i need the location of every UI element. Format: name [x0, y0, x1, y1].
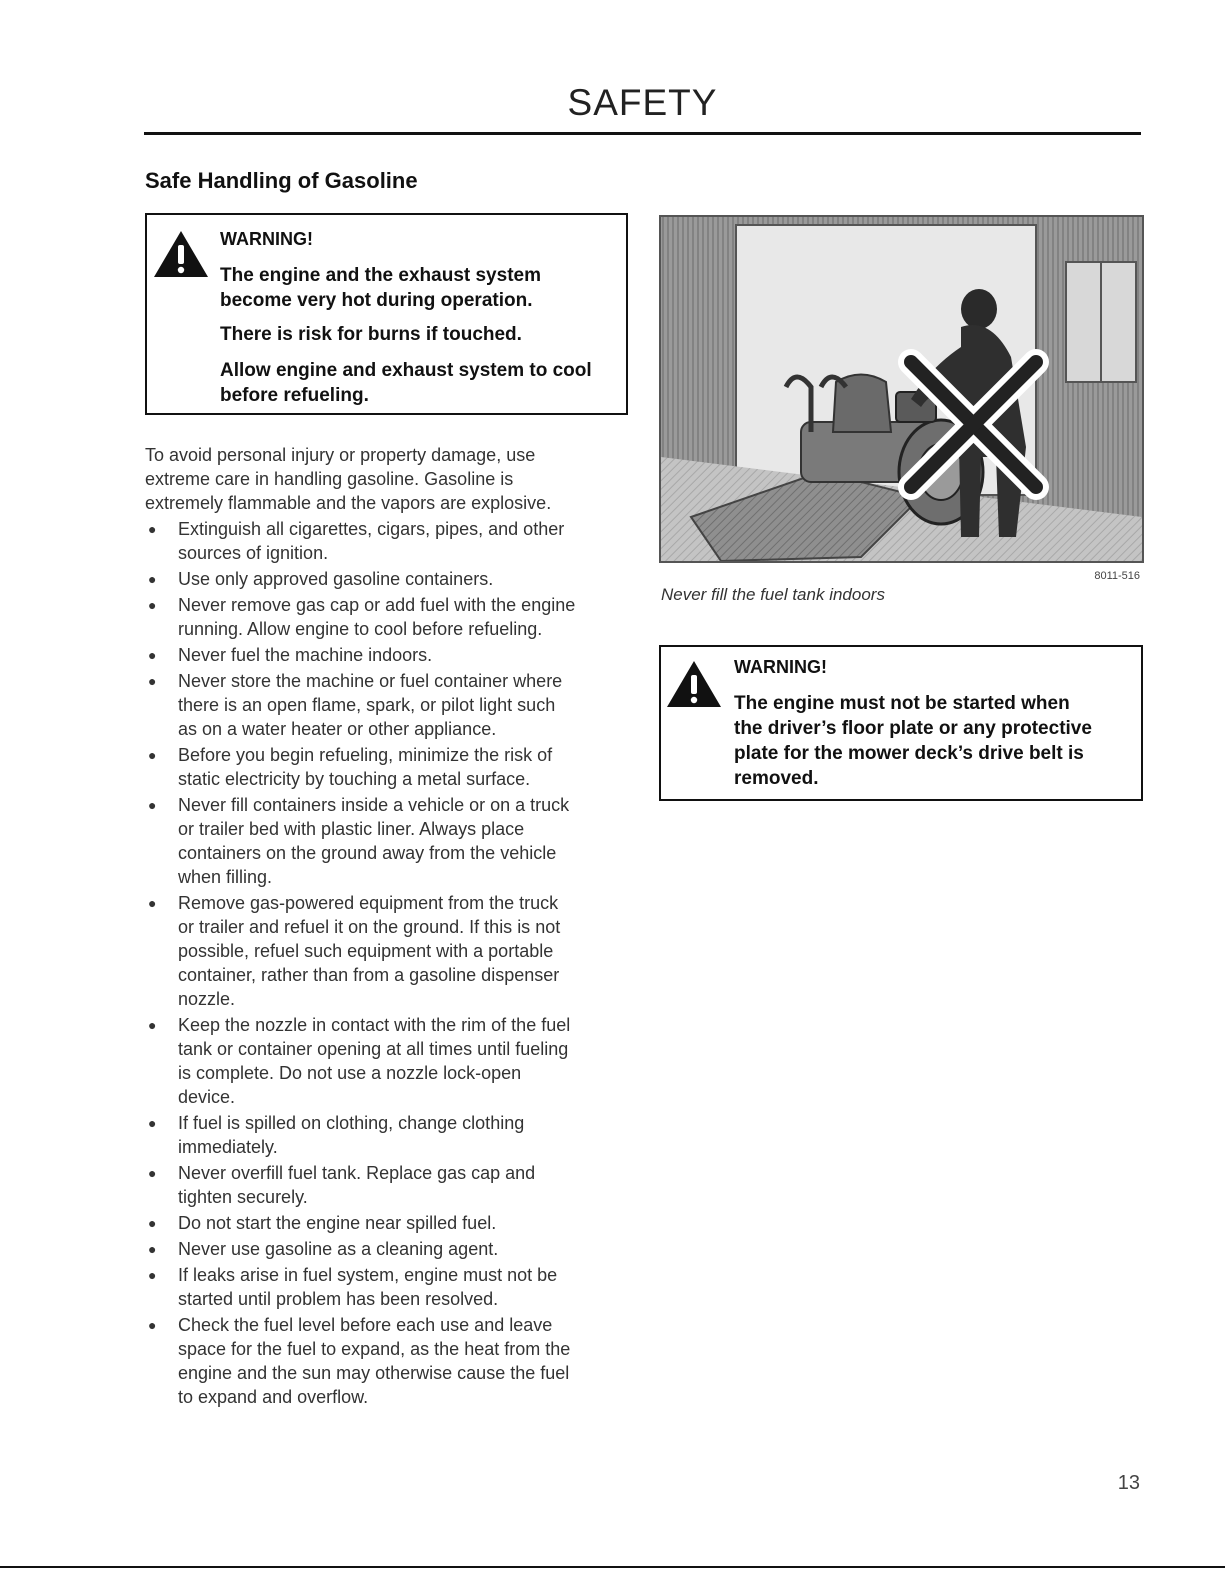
bullet-item — [145, 567, 635, 591]
bullet-line: there is an open flame, spark, or pilot light such — [178, 695, 556, 715]
bullet-line: Never use gasoline as a cleaning agent. — [178, 1239, 499, 1259]
warning-text: The engine and the exhaust system — [220, 265, 541, 286]
bullet-dot-icon: ● — [148, 521, 157, 537]
bullet-item — [145, 891, 635, 1011]
bullet-line: If leaks arise in fuel system, engine must not be — [178, 1265, 558, 1285]
warning-text: before refueling. — [220, 385, 369, 406]
header-rule — [144, 132, 1141, 135]
bullet-dot-icon: ● — [148, 647, 157, 663]
bullet-item — [145, 1111, 635, 1159]
refueling-illustration — [661, 217, 1142, 561]
bullet-line: or trailer bed with plastic liner. Always place — [178, 819, 525, 839]
bullet-line: when filling. — [178, 867, 273, 887]
bullet-line: possible, refuel such equipment with a portable — [178, 941, 554, 961]
warning-box-burns — [145, 213, 628, 415]
bullet-item — [145, 743, 635, 791]
figure-caption: Never fill the fuel tank indoors — [661, 585, 885, 604]
bullet-item — [145, 517, 635, 565]
bullet-line: started until problem has been resolved. — [178, 1289, 499, 1309]
bullet-line: Before you begin refueling, minimize the risk of — [178, 745, 553, 765]
bullet-line: Keep the nozzle in contact with the rim of the fuel — [178, 1015, 571, 1035]
safety-bullet-list — [145, 517, 635, 1411]
bullet-line: running. Allow engine to cool before refueling. — [178, 619, 543, 639]
bullet-item — [145, 643, 635, 667]
bottom-rule — [0, 1566, 1225, 1568]
bullet-item — [145, 1013, 635, 1109]
bullet-line: containers on the ground away from the vehicle — [178, 843, 557, 863]
bullet-line: Never store the machine or fuel container where — [178, 671, 563, 691]
bullet-line: as on a water heater or other appliance. — [178, 719, 497, 739]
bullet-line: If fuel is spilled on clothing, change clothing — [178, 1113, 525, 1133]
bullet-line: nozzle. — [178, 989, 236, 1009]
bullet-dot-icon: ● — [148, 673, 157, 689]
bullet-dot-icon: ● — [148, 1317, 157, 1333]
bullet-line: sources of ignition. — [178, 543, 329, 563]
bullet-item — [145, 1161, 635, 1209]
bullet-line: device. — [178, 1087, 236, 1107]
bullet-line: Use only approved gasoline containers. — [178, 569, 494, 589]
warning-text: become very hot during operation. — [220, 290, 533, 311]
bullet-line: tighten securely. — [178, 1187, 308, 1207]
page-title: SAFETY — [567, 82, 718, 123]
warning-title: WARNING! — [734, 657, 827, 677]
warning-text: The engine must not be started when — [734, 693, 1070, 714]
bullet-line: to expand and overflow. — [178, 1387, 369, 1407]
warning-text: the driver’s floor plate or any protective — [734, 718, 1092, 739]
bullet-dot-icon: ● — [148, 1215, 157, 1231]
bullet-line: Never fill containers inside a vehicle or on a truck — [178, 795, 570, 815]
warning-triangle-icon — [665, 659, 723, 709]
warning-text: removed. — [734, 768, 819, 789]
bullet-item — [145, 1313, 635, 1409]
intro-paragraph — [145, 443, 625, 515]
bullet-line: is complete. Do not use a nozzle lock-open — [178, 1063, 522, 1083]
warning-title: WARNING! — [220, 229, 313, 249]
bullet-dot-icon: ● — [148, 597, 157, 613]
intro-line: extremely flammable and the vapors are explosive. — [145, 493, 552, 513]
bullet-line: Never overfill fuel tank. Replace gas cap and — [178, 1163, 536, 1183]
bullet-item — [145, 793, 635, 889]
bullet-line: space for the fuel to expand, as the heat from the — [178, 1339, 571, 1359]
bullet-dot-icon: ● — [148, 571, 157, 587]
bullet-line: Never remove gas cap or add fuel with the engine — [178, 595, 576, 615]
bullet-dot-icon: ● — [148, 1017, 157, 1033]
bullet-dot-icon: ● — [148, 1267, 157, 1283]
bullet-item — [145, 593, 635, 641]
bullet-dot-icon: ● — [148, 797, 157, 813]
bullet-dot-icon: ● — [148, 1165, 157, 1181]
bullet-line: engine and the sun may otherwise cause the fuel — [178, 1363, 570, 1383]
bullet-line: Never fuel the machine indoors. — [178, 645, 433, 665]
bullet-item — [145, 669, 635, 741]
bullet-line: or trailer and refuel it on the ground. If this is not — [178, 917, 561, 937]
bullet-dot-icon: ● — [148, 1115, 157, 1131]
warning-box-floor-plate — [659, 645, 1143, 801]
bullet-item — [145, 1237, 635, 1261]
section-heading: Safe Handling of Gasoline — [145, 168, 418, 193]
warning-triangle-icon — [152, 229, 210, 279]
bullet-line: Check the fuel level before each use and leave — [178, 1315, 553, 1335]
figure-code: 8011-516 — [1094, 570, 1140, 582]
illustration-refueling-indoors — [659, 215, 1144, 563]
bullet-line: container, rather than from a gasoline dispenser — [178, 965, 560, 985]
bullet-item — [145, 1211, 635, 1235]
bullet-line: Extinguish all cigarettes, cigars, pipes, and other — [178, 519, 565, 539]
warning-text: Allow engine and exhaust system to cool — [220, 360, 592, 381]
bullet-line: immediately. — [178, 1137, 278, 1157]
bullet-dot-icon: ● — [148, 747, 157, 763]
bullet-dot-icon: ● — [148, 895, 157, 911]
bullet-item — [145, 1263, 635, 1311]
bullet-line: Remove gas-powered equipment from the truck — [178, 893, 559, 913]
bullet-line: Do not start the engine near spilled fuel. — [178, 1213, 497, 1233]
intro-line: extreme care in handling gasoline. Gasoline is — [145, 469, 514, 489]
warning-text: plate for the mower deck’s drive belt is — [734, 743, 1084, 764]
page-number: 13 — [1117, 1472, 1140, 1494]
bullet-dot-icon: ● — [148, 1241, 157, 1257]
warning-text: There is risk for burns if touched. — [220, 324, 522, 345]
intro-line: To avoid personal injury or property damage, use — [145, 445, 536, 465]
bullet-line: static electricity by touching a metal surface. — [178, 769, 531, 789]
bullet-line: tank or container opening at all times until fueling — [178, 1039, 569, 1059]
